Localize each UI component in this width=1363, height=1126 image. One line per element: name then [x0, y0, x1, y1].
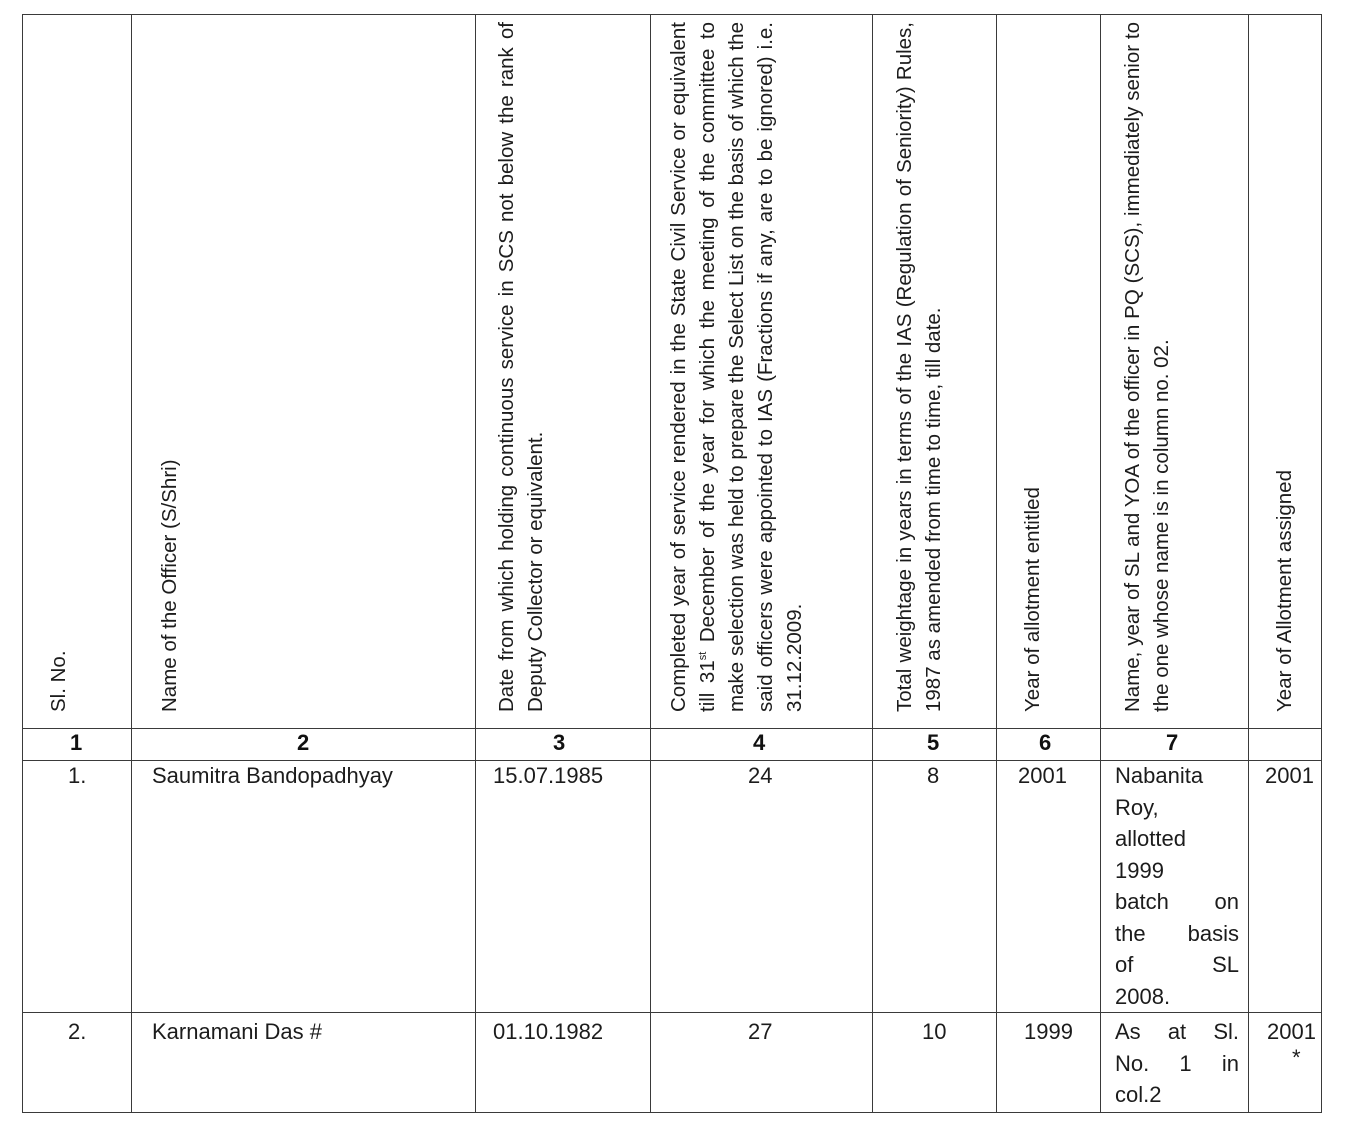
senior-line: col.2: [1115, 1082, 1162, 1107]
column-number-6: 6: [1039, 730, 1052, 755]
column-divider: [872, 14, 873, 1112]
header-sl-no: Sl. No.: [47, 650, 70, 712]
row2-date: 01.10.1982: [493, 1019, 604, 1044]
row1-sl-no: 1.: [68, 763, 87, 788]
senior-line: of SL: [1115, 952, 1239, 977]
header-completed-years-text-2: December of the year for which the meeting of the committee to make selection was held to prepare the Select List on the basis of which the said officers were appointed to IAS (Fractions if any, are to be ignored) i.e. 31.12.2009.: [696, 22, 806, 712]
senior-line: batch on: [1115, 889, 1239, 914]
header-bottom-border: [22, 728, 1322, 729]
header-year-entitled: Year of allotment entitled: [1021, 487, 1044, 712]
column-number-5: 5: [927, 730, 940, 755]
table-right-border: [1321, 14, 1322, 1112]
row2-officer-name: Karnamani Das #: [152, 1019, 322, 1044]
column-number-1: 1: [70, 730, 83, 755]
row-divider: [22, 1012, 1322, 1013]
row1-completed-years: 24: [748, 763, 773, 788]
header-weightage: Total weightage in years in terms of the IAS (Regulation of Seniority) Rules, 1987 as amended from time to time, till date.: [893, 22, 945, 712]
table-bottom-border: [22, 1112, 1322, 1113]
column-divider: [475, 14, 476, 1112]
header-completed-years-text: Completed year of service rendered in the State Civil Service or equivalent till 31: [667, 22, 719, 712]
header-completed-years: [664, 22, 809, 712]
header-officer-name: Name of the Officer (S/Shri): [158, 459, 181, 712]
row1-year-assigned: 2001: [1265, 763, 1314, 788]
row2-weightage: 10: [922, 1019, 947, 1044]
column-number-7: 7: [1166, 730, 1179, 755]
column-number-4: 4: [753, 730, 766, 755]
header-year-assigned: Year of Allotment assigned: [1273, 470, 1296, 712]
column-divider: [1100, 14, 1101, 1112]
row1-senior-officer: [1115, 760, 1239, 1012]
row2-year-assigned: 2001: [1267, 1019, 1316, 1044]
header-completed-years-sup: st: [697, 651, 710, 661]
senior-line: allotted: [1115, 826, 1186, 851]
row1-officer-name: Saumitra Bandopadhyay: [152, 763, 393, 788]
column-number-2: 2: [297, 730, 310, 755]
column-number-3: 3: [553, 730, 566, 755]
row2-year-entitled: 1999: [1024, 1019, 1073, 1044]
senior-line: 1999: [1115, 857, 1164, 883]
senior-line: Roy,: [1115, 794, 1159, 820]
header-date-from: Date from which holding continuous service in SCS not below the rank of Deputy Collector or equivalent.: [495, 22, 547, 712]
senior-line: 2008.: [1115, 983, 1171, 1009]
row2-sl-no: 2.: [68, 1019, 87, 1044]
column-divider: [1248, 14, 1249, 1112]
table-left-border: [22, 14, 23, 1112]
column-divider: [650, 14, 651, 1112]
column-divider: [996, 14, 997, 1112]
row1-date: 15.07.1985: [493, 763, 604, 788]
row2-year-assigned-mark: *: [1292, 1045, 1301, 1070]
senior-line: Nabanita: [1115, 763, 1204, 788]
row1-year-entitled: 2001: [1018, 763, 1067, 788]
row1-weightage: 8: [927, 763, 940, 788]
row2-completed-years: 27: [748, 1019, 773, 1044]
senior-line: the basis: [1115, 920, 1239, 946]
column-divider: [131, 14, 132, 1112]
row2-senior-officer: [1115, 1016, 1239, 1111]
table-top-border: [22, 14, 1322, 15]
header-senior-officer: Name, year of SL and YOA of the officer in PQ (SCS), immediately senior to the one whose name is in column no. 02.: [1121, 22, 1173, 712]
senior-line: No. 1 in: [1115, 1050, 1239, 1076]
senior-line: As at Sl.: [1115, 1019, 1239, 1044]
